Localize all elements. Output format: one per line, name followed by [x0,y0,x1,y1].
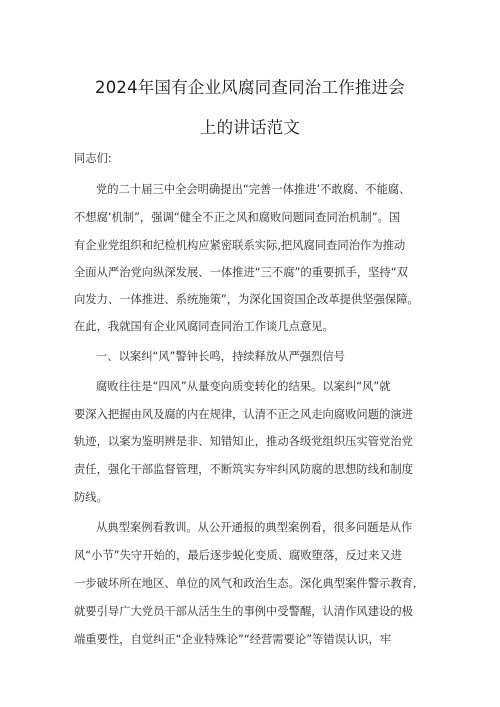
salutation: 同志们: [74,152,112,165]
document-title-line-2: 上的讲话范文 [199,118,301,137]
paragraph-line: 一步破坏所在地区、单位的风气和政治生态。深化典型案件警示教育, [74,577,417,590]
paragraph-line: 向发力、一体推进、系统施策”，为深化国资国企改革提供坚强保障。 [74,293,419,306]
paragraph-line: 在此，我就国有企业风腐同查同治工作谈几点意见。 [74,320,334,333]
paragraph-line: 不想腐’机制”，强调“健全不正之风和腐败问题同查同治机制”。国 [74,211,401,224]
section-heading: 一、以案纠“风”警钟长鸣，持续释放从严强烈信号 [96,350,345,363]
paragraph-line: 轨迹，以案为鉴明辨是非、知错知止，推动各级党组织压实管党治党 [74,435,413,448]
document-title-line-1: 2024年国有企业风腐同查同治工作推进会 [95,78,405,97]
paragraph-line: 责任，强化干部监督管理，不断筑实夯牢纠风防腐的思想防线和制度 [74,463,413,476]
paragraph-line: 就要引导广大党员干部从活生生的事例中受警醒，认清作风建设的极 [74,605,413,618]
paragraph-line: 全面从严治党向纵深发展、一体推进“三不腐”的重要抓手，坚持“双 [74,266,408,279]
paragraph-line: 要深入把握由风及腐的内在规律，认清不正之风走向腐败问题的演进 [74,408,413,421]
paragraph-line: 腐败往往是“四风”从量变向质变转化的结果。以案纠“风”就 [96,380,391,393]
paragraph-line: 防线。 [74,491,108,504]
paragraph-line: 风“小节”失守开始的，最后逐步蜕化变质、腐败堕落，反过来又进 [74,549,403,562]
paragraph-line: 党的二十届三中全会明确提出“完善一体推进’不敢腐、不能腐、 [96,183,411,196]
paragraph-line: 从典型案例看教训。从公开通报的典型案例看，很多问题是从作 [96,521,413,534]
paragraph-line: 有企业党组织和纪检机构应紧密联系实际,把风腐同查同治作为推动 [74,239,406,252]
paragraph-line: 端重要性，自觉纠正“企业特殊论”“经营需要论”等错误认识，牢 [74,633,392,646]
